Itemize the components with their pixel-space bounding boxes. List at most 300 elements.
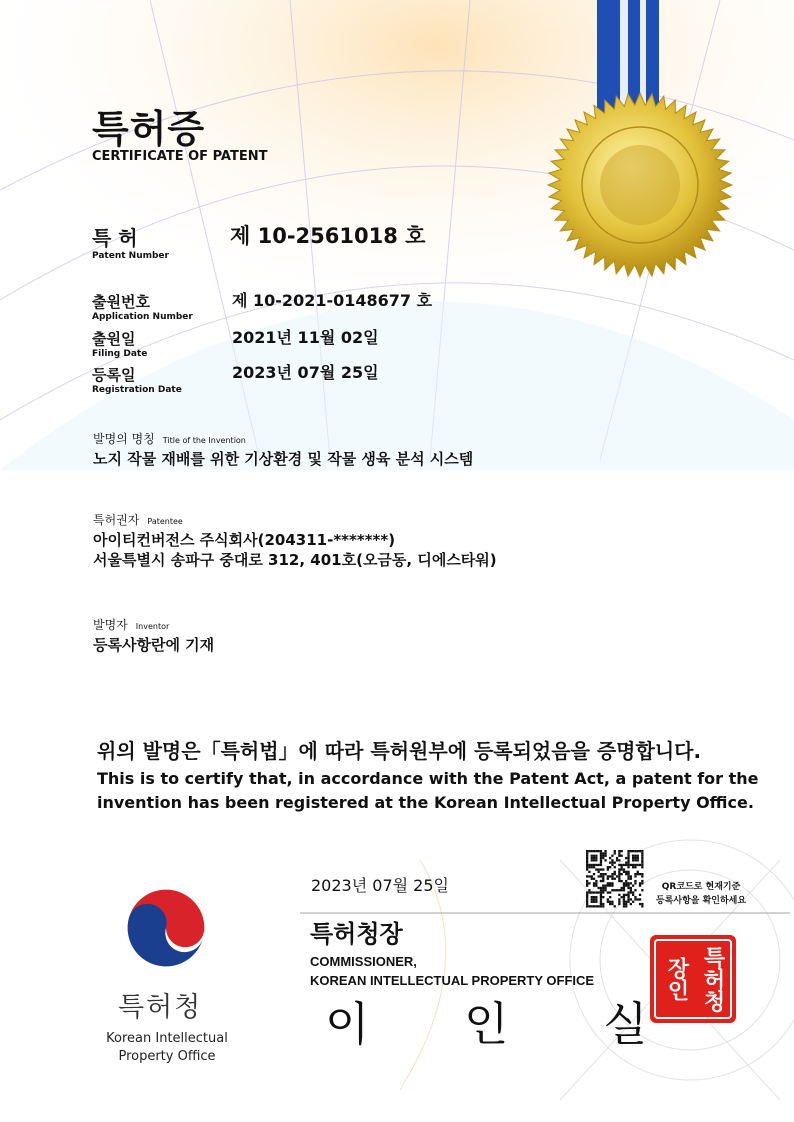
qr-module [641, 855, 643, 857]
qr-module [586, 905, 588, 907]
qr-module [634, 896, 636, 898]
qr-module [604, 889, 606, 891]
qr-module [618, 864, 620, 866]
qr-module [623, 903, 625, 905]
gold-seal [548, 93, 732, 277]
qr-module [593, 855, 595, 857]
qr-module [627, 855, 629, 857]
qr-module [627, 871, 629, 873]
qr-note [656, 880, 746, 908]
qr-module [634, 880, 636, 882]
qr-module [623, 864, 625, 866]
qr-module [618, 855, 620, 857]
qr-module [595, 857, 597, 859]
qr-module [627, 857, 629, 859]
qr-module [611, 864, 613, 866]
qr-module [611, 875, 613, 877]
label-en: Title of the Invention [163, 436, 246, 445]
qr-module [602, 875, 604, 877]
qr-module [634, 864, 636, 866]
qr-module [641, 866, 643, 868]
qr-module [627, 878, 629, 880]
qr-module [634, 882, 636, 884]
qr-module [607, 898, 609, 900]
qr-module [611, 882, 613, 884]
qr-module [618, 894, 620, 896]
label-en: Inventor [136, 622, 169, 631]
qr-module [623, 889, 625, 891]
qr-module [627, 894, 629, 896]
qr-module [634, 855, 636, 857]
qr-module [593, 901, 595, 903]
qr-module [632, 857, 634, 859]
qr-module [588, 866, 590, 868]
qr-module [641, 862, 643, 864]
qr-module [623, 896, 625, 898]
qr-module [630, 882, 632, 884]
qr-module [607, 882, 609, 884]
qr-module [593, 882, 595, 884]
qr-module [623, 882, 625, 884]
qr-module [586, 891, 588, 893]
qr-module [604, 852, 606, 854]
qr-module [600, 862, 602, 864]
qr-module [625, 882, 627, 884]
qr-module [618, 889, 620, 891]
qr-module [593, 905, 595, 907]
qr-module [602, 885, 604, 887]
qr-module [611, 862, 613, 864]
qr-module [630, 889, 632, 891]
qr-module [593, 866, 595, 868]
qr-module [593, 898, 595, 900]
qr-module [591, 857, 593, 859]
qr-module [621, 889, 623, 891]
qr-module [586, 903, 588, 905]
qr-module [627, 852, 629, 854]
qr-module [630, 875, 632, 877]
qr-module [602, 880, 604, 882]
qr-module [600, 855, 602, 857]
qr-module [588, 875, 590, 877]
qr-module [623, 871, 625, 873]
qr-module [627, 859, 629, 861]
label-ko: 발명자 [93, 618, 128, 632]
qr-module [607, 868, 609, 870]
qr-module [604, 885, 606, 887]
qr-module [627, 850, 629, 852]
qr-module [630, 864, 632, 866]
qr-module [591, 878, 593, 880]
qr-module [586, 894, 588, 896]
qr-module [632, 864, 634, 866]
qr-module [637, 864, 639, 866]
qr-module [588, 889, 590, 891]
qr-module [591, 875, 593, 877]
qr-module [591, 898, 593, 900]
patent-number-value: 제 10-2561018 호 [230, 220, 425, 250]
qr-module [618, 873, 620, 875]
commissioner-line: KOREAN INTELLECTUAL PROPERTY OFFICE [310, 971, 594, 990]
qr-module [630, 903, 632, 905]
qr-module [623, 894, 625, 896]
qr-module [588, 891, 590, 893]
qr-module [639, 873, 641, 875]
qr-module [616, 889, 618, 891]
qr-module [586, 896, 588, 898]
qr-module [607, 901, 609, 903]
application-number-label [92, 291, 193, 322]
qr-module [598, 871, 600, 873]
qr-module [600, 896, 602, 898]
qr-module [639, 903, 641, 905]
qr-module [632, 850, 634, 852]
qr-module [595, 864, 597, 866]
qr-module [593, 859, 595, 861]
qr-module [618, 878, 620, 880]
qr-module [591, 855, 593, 857]
qr-module [637, 855, 639, 857]
label-ko: 출원일 [92, 328, 147, 349]
qr-module [602, 896, 604, 898]
qr-module [616, 875, 618, 877]
logo-line: Property Office [96, 1048, 238, 1066]
qr-module [641, 873, 643, 875]
qr-module [595, 859, 597, 861]
qr-module [627, 885, 629, 887]
qr-module [602, 903, 604, 905]
qr-module [602, 852, 604, 854]
qr-module [611, 855, 613, 857]
qr-module [591, 891, 593, 893]
qr-module [586, 880, 588, 882]
patentee-name: 아이티컨버전스 주식회사(204311-*******) [93, 530, 497, 550]
qr-module [641, 880, 643, 882]
qr-module [621, 896, 623, 898]
qr-module [598, 891, 600, 893]
qr-module [602, 873, 604, 875]
label-en: Filing Date [92, 349, 147, 359]
qr-module [586, 866, 588, 868]
qr-module [625, 901, 627, 903]
qr-module [627, 891, 629, 893]
qr-note-line: QR코드로 현재기준 [656, 880, 746, 894]
qr-module [600, 905, 602, 907]
qr-module [623, 901, 625, 903]
qr-module [637, 873, 639, 875]
qr-module [586, 882, 588, 884]
qr-module [630, 878, 632, 880]
qr-module [600, 889, 602, 891]
qr-module [600, 868, 602, 870]
qr-module [637, 859, 639, 861]
qr-module [639, 894, 641, 896]
qr-module [611, 859, 613, 861]
qr-module [618, 875, 620, 877]
qr-module [602, 878, 604, 880]
qr-module [641, 857, 643, 859]
qr-module [634, 873, 636, 875]
qr-module [614, 889, 616, 891]
qr-code[interactable] [586, 850, 646, 908]
qr-module [588, 871, 590, 873]
qr-module [595, 896, 597, 898]
patentee-address: 서울특별시 송파구 중대로 312, 401호(오금동, 디에스타워) [93, 550, 497, 570]
qr-note-line: 등록사항을 확인하세요 [656, 894, 746, 908]
qr-module [641, 903, 643, 905]
qr-module [598, 850, 600, 852]
qr-module [604, 855, 606, 857]
qr-module [611, 889, 613, 891]
qr-module [604, 850, 606, 852]
qr-module [593, 891, 595, 893]
qr-module [595, 855, 597, 857]
qr-module [595, 898, 597, 900]
qr-module [595, 882, 597, 884]
qr-module [609, 896, 611, 898]
qr-module [600, 875, 602, 877]
qr-module [618, 903, 620, 905]
qr-module [600, 857, 602, 859]
qr-module [641, 850, 643, 852]
qr-module [627, 862, 629, 864]
qr-module [618, 859, 620, 861]
qr-module [618, 852, 620, 854]
logo-korean-name: 특허청 [118, 985, 202, 1024]
qr-module [586, 864, 588, 866]
qr-module [639, 850, 641, 852]
qr-module [627, 898, 629, 900]
qr-module [621, 873, 623, 875]
inventor-value: 등록사항란에 기재 [93, 635, 214, 655]
qr-module [591, 901, 593, 903]
qr-module [641, 864, 643, 866]
qr-module [623, 905, 625, 907]
qr-module [600, 850, 602, 852]
invention-section [93, 430, 473, 469]
certificate-subtitle: CERTIFICATE OF PATENT [92, 149, 267, 164]
qr-module [588, 882, 590, 884]
qr-module [627, 896, 629, 898]
qr-module [591, 896, 593, 898]
commissioner-line: COMMISSIONER, [310, 952, 594, 971]
qr-module [602, 855, 604, 857]
qr-module [586, 859, 588, 861]
qr-module [595, 901, 597, 903]
qr-module [602, 905, 604, 907]
qr-module [591, 864, 593, 866]
qr-module [593, 896, 595, 898]
qr-module [625, 857, 627, 859]
qr-module [632, 866, 634, 868]
qr-module [634, 875, 636, 877]
qr-module [600, 898, 602, 900]
qr-module [611, 885, 613, 887]
statement-line: This is to certify that, in accordance with the Patent Act, a patent for the [97, 767, 759, 791]
qr-module [625, 880, 627, 882]
qr-module [609, 866, 611, 868]
label-ko: 출원번호 [92, 291, 193, 312]
qr-module [595, 868, 597, 870]
qr-module [641, 905, 643, 907]
logo-line: Korean Intellectual [96, 1030, 238, 1048]
qr-module [614, 873, 616, 875]
patentee-section [93, 511, 497, 570]
qr-module [591, 859, 593, 861]
qr-module [614, 850, 616, 852]
qr-module [625, 885, 627, 887]
qr-module [634, 866, 636, 868]
qr-module [604, 859, 606, 861]
qr-module [641, 889, 643, 891]
statement-line: invention has been registered at the Korean Intellectual Property Office. [97, 791, 759, 815]
label-ko: 특 허 [92, 222, 169, 251]
filing-date-value: 2021년 11월 02일 [232, 325, 379, 348]
qr-module [600, 873, 602, 875]
qr-module [604, 873, 606, 875]
qr-module [618, 898, 620, 900]
qr-module [630, 898, 632, 900]
qr-module [600, 852, 602, 854]
qr-module [586, 852, 588, 854]
qr-module [607, 878, 609, 880]
qr-module [593, 878, 595, 880]
qr-module [600, 864, 602, 866]
logo-english-name [96, 1030, 238, 1066]
qr-module [598, 887, 600, 889]
label-en: Patent Number [92, 251, 169, 261]
qr-module [607, 866, 609, 868]
qr-module [637, 850, 639, 852]
qr-module [632, 859, 634, 861]
qr-module [621, 850, 623, 852]
qr-module [586, 875, 588, 877]
qr-module [595, 891, 597, 893]
qr-module [627, 864, 629, 866]
certificate-title: 특허증 [92, 98, 205, 153]
label-ko: 발명의 명칭 [93, 432, 155, 446]
qr-module [621, 868, 623, 870]
qr-module [614, 866, 616, 868]
label-en: Application Number [92, 312, 193, 322]
qr-module [614, 878, 616, 880]
qr-module [641, 875, 643, 877]
label-en: Patentee [147, 517, 182, 526]
qr-module [607, 885, 609, 887]
qr-module [593, 857, 595, 859]
qr-module [632, 885, 634, 887]
invention-title: 노지 작물 재배를 위한 기상환경 및 작물 생육 분석 시스템 [93, 449, 473, 469]
qr-module [623, 887, 625, 889]
qr-module [598, 905, 600, 907]
qr-module [623, 868, 625, 870]
qr-module [625, 903, 627, 905]
qr-module [616, 859, 618, 861]
patent-number-label [92, 222, 169, 261]
qr-module [588, 905, 590, 907]
qr-module [588, 864, 590, 866]
label-ko: 특허권자 [93, 513, 139, 527]
qr-module [591, 850, 593, 852]
qr-module [625, 905, 627, 907]
qr-module [586, 885, 588, 887]
qr-module [627, 887, 629, 889]
qr-module [609, 891, 611, 893]
qr-module [602, 857, 604, 859]
qr-module [607, 875, 609, 877]
qr-module [614, 905, 616, 907]
qr-module [621, 864, 623, 866]
qr-module [611, 878, 613, 880]
qr-module [618, 871, 620, 873]
qr-module [621, 855, 623, 857]
qr-module [586, 901, 588, 903]
registration-date-value: 2023년 07월 25일 [232, 360, 379, 383]
certification-statement-ko: 위의 발명은「특허법」에 따라 특허원부에 등록되었음을 증명합니다. [97, 735, 701, 764]
handwritten-signature: 이 인 실 [325, 988, 688, 1054]
qr-module [609, 875, 611, 877]
qr-module [602, 887, 604, 889]
qr-module [625, 864, 627, 866]
qr-module [586, 855, 588, 857]
qr-module [609, 901, 611, 903]
qr-module [634, 850, 636, 852]
issue-date: 2023년 07월 25일 [311, 873, 449, 896]
qr-module [614, 871, 616, 873]
qr-module [621, 880, 623, 882]
qr-module [618, 880, 620, 882]
qr-module [591, 905, 593, 907]
label-en: Registration Date [92, 385, 182, 395]
qr-module [609, 885, 611, 887]
qr-module [637, 871, 639, 873]
qr-module [600, 894, 602, 896]
qr-module [600, 859, 602, 861]
qr-module [600, 887, 602, 889]
qr-module [634, 889, 636, 891]
certification-statement-en [97, 767, 759, 815]
qr-module [600, 880, 602, 882]
qr-module [609, 882, 611, 884]
qr-module [627, 901, 629, 903]
registration-date-label [92, 364, 182, 395]
qr-module [611, 903, 613, 905]
qr-module [623, 885, 625, 887]
qr-module [618, 850, 620, 852]
qr-module [616, 857, 618, 859]
qr-module [586, 868, 588, 870]
qr-module [625, 862, 627, 864]
qr-module [600, 891, 602, 893]
commissioner-title-ko: 특허청장 [310, 914, 403, 949]
qr-module [598, 875, 600, 877]
qr-module [609, 862, 611, 864]
qr-module [632, 891, 634, 893]
label-ko: 등록일 [92, 364, 182, 385]
qr-module [593, 850, 595, 852]
qr-module [634, 898, 636, 900]
qr-module [602, 891, 604, 893]
qr-module [588, 850, 590, 852]
qr-module [600, 903, 602, 905]
qr-module [595, 850, 597, 852]
qr-module [637, 857, 639, 859]
qr-module [602, 889, 604, 891]
qr-module [627, 873, 629, 875]
qr-module [586, 862, 588, 864]
kipo-taegeuk-logo [118, 880, 214, 976]
qr-module [630, 887, 632, 889]
